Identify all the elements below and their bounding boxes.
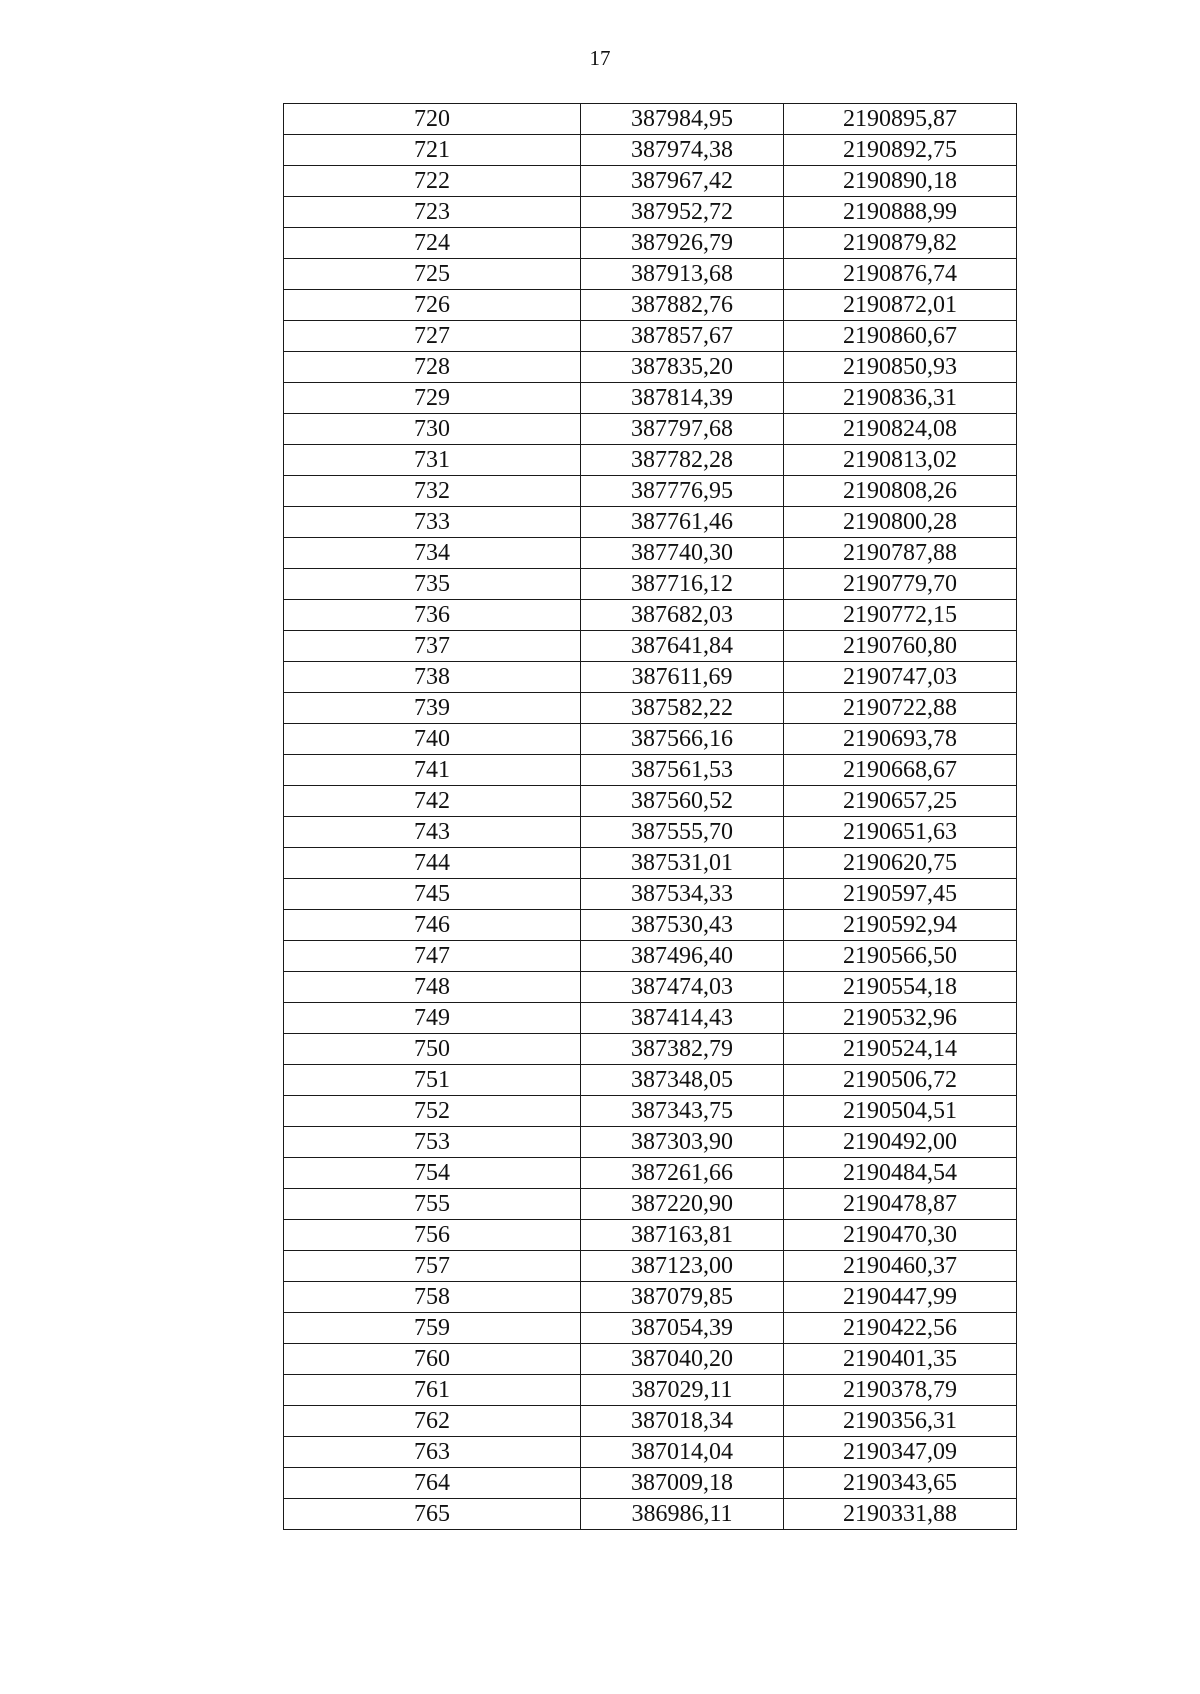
table-row [284, 972, 1017, 1003]
table-row [284, 507, 1017, 538]
point-number-cell: 748 [284, 972, 581, 1003]
point-number-cell: 754 [284, 1158, 581, 1189]
y-coordinate-cell: 2190478,87 [784, 1189, 1017, 1220]
point-number-cell: 753 [284, 1127, 581, 1158]
y-coordinate-cell: 2190504,51 [784, 1096, 1017, 1127]
table-row [284, 1158, 1017, 1189]
x-coordinate-cell: 387018,34 [581, 1406, 784, 1437]
x-coordinate-cell: 387913,68 [581, 259, 784, 290]
table-row [284, 1096, 1017, 1127]
x-coordinate-cell: 387530,43 [581, 910, 784, 941]
y-coordinate-cell: 2190808,26 [784, 476, 1017, 507]
point-number-cell: 742 [284, 786, 581, 817]
point-number-cell: 721 [284, 135, 581, 166]
point-number-cell: 745 [284, 879, 581, 910]
y-coordinate-cell: 2190651,63 [784, 817, 1017, 848]
table-row [284, 910, 1017, 941]
point-number-cell: 763 [284, 1437, 581, 1468]
point-number-cell: 764 [284, 1468, 581, 1499]
point-number-cell: 761 [284, 1375, 581, 1406]
point-number-cell: 760 [284, 1344, 581, 1375]
y-coordinate-cell: 2190876,74 [784, 259, 1017, 290]
point-number-cell: 720 [284, 104, 581, 135]
y-coordinate-cell: 2190554,18 [784, 972, 1017, 1003]
point-number-cell: 738 [284, 662, 581, 693]
table-row [284, 1437, 1017, 1468]
table-row [284, 259, 1017, 290]
x-coordinate-cell: 387496,40 [581, 941, 784, 972]
point-number-cell: 722 [284, 166, 581, 197]
y-coordinate-cell: 2190378,79 [784, 1375, 1017, 1406]
point-number-cell: 735 [284, 569, 581, 600]
point-number-cell: 734 [284, 538, 581, 569]
table-row [284, 476, 1017, 507]
table-row [284, 290, 1017, 321]
table-row [284, 414, 1017, 445]
point-number-cell: 733 [284, 507, 581, 538]
x-coordinate-cell: 387857,67 [581, 321, 784, 352]
x-coordinate-cell: 387348,05 [581, 1065, 784, 1096]
point-number-cell: 739 [284, 693, 581, 724]
x-coordinate-cell: 387531,01 [581, 848, 784, 879]
point-number-cell: 723 [284, 197, 581, 228]
y-coordinate-cell: 2190888,99 [784, 197, 1017, 228]
point-number-cell: 731 [284, 445, 581, 476]
point-number-cell: 736 [284, 600, 581, 631]
x-coordinate-cell: 387611,69 [581, 662, 784, 693]
y-coordinate-cell: 2190597,45 [784, 879, 1017, 910]
y-coordinate-cell: 2190693,78 [784, 724, 1017, 755]
coordinates-table-body [284, 104, 1017, 1530]
x-coordinate-cell: 387343,75 [581, 1096, 784, 1127]
y-coordinate-cell: 2190787,88 [784, 538, 1017, 569]
y-coordinate-cell: 2190657,25 [784, 786, 1017, 817]
y-coordinate-cell: 2190824,08 [784, 414, 1017, 445]
x-coordinate-cell: 387040,20 [581, 1344, 784, 1375]
point-number-cell: 765 [284, 1499, 581, 1530]
table-row [284, 1499, 1017, 1530]
y-coordinate-cell: 2190860,67 [784, 321, 1017, 352]
point-number-cell: 729 [284, 383, 581, 414]
point-number-cell: 728 [284, 352, 581, 383]
table-row [284, 941, 1017, 972]
x-coordinate-cell: 387974,38 [581, 135, 784, 166]
table-row [284, 383, 1017, 414]
y-coordinate-cell: 2190722,88 [784, 693, 1017, 724]
x-coordinate-cell: 387303,90 [581, 1127, 784, 1158]
x-coordinate-cell: 387123,00 [581, 1251, 784, 1282]
y-coordinate-cell: 2190890,18 [784, 166, 1017, 197]
x-coordinate-cell: 387797,68 [581, 414, 784, 445]
point-number-cell: 741 [284, 755, 581, 786]
y-coordinate-cell: 2190401,35 [784, 1344, 1017, 1375]
x-coordinate-cell: 387474,03 [581, 972, 784, 1003]
y-coordinate-cell: 2190422,56 [784, 1313, 1017, 1344]
y-coordinate-cell: 2190524,14 [784, 1034, 1017, 1065]
y-coordinate-cell: 2190356,31 [784, 1406, 1017, 1437]
table-row [284, 228, 1017, 259]
x-coordinate-cell: 387566,16 [581, 724, 784, 755]
table-row [284, 1468, 1017, 1499]
y-coordinate-cell: 2190895,87 [784, 104, 1017, 135]
y-coordinate-cell: 2190668,67 [784, 755, 1017, 786]
table-row [284, 848, 1017, 879]
table-row [284, 352, 1017, 383]
table-row [284, 445, 1017, 476]
table-row [284, 755, 1017, 786]
x-coordinate-cell: 387261,66 [581, 1158, 784, 1189]
point-number-cell: 737 [284, 631, 581, 662]
table-row [284, 538, 1017, 569]
y-coordinate-cell: 2190347,09 [784, 1437, 1017, 1468]
point-number-cell: 751 [284, 1065, 581, 1096]
y-coordinate-cell: 2190813,02 [784, 445, 1017, 476]
y-coordinate-cell: 2190343,65 [784, 1468, 1017, 1499]
point-number-cell: 730 [284, 414, 581, 445]
point-number-cell: 740 [284, 724, 581, 755]
table-row [284, 104, 1017, 135]
y-coordinate-cell: 2190772,15 [784, 600, 1017, 631]
table-row [284, 693, 1017, 724]
x-coordinate-cell: 387967,42 [581, 166, 784, 197]
y-coordinate-cell: 2190460,37 [784, 1251, 1017, 1282]
point-number-cell: 732 [284, 476, 581, 507]
table-row [284, 724, 1017, 755]
y-coordinate-cell: 2190620,75 [784, 848, 1017, 879]
x-coordinate-cell: 387561,53 [581, 755, 784, 786]
x-coordinate-cell: 387926,79 [581, 228, 784, 259]
table-row [284, 786, 1017, 817]
x-coordinate-cell: 387560,52 [581, 786, 784, 817]
point-number-cell: 750 [284, 1034, 581, 1065]
page-number: 17 [589, 46, 611, 70]
table-row [284, 166, 1017, 197]
table-row [284, 1251, 1017, 1282]
table-row [284, 1034, 1017, 1065]
x-coordinate-cell: 387984,95 [581, 104, 784, 135]
point-number-cell: 725 [284, 259, 581, 290]
x-coordinate-cell: 387009,18 [581, 1468, 784, 1499]
point-number-cell: 726 [284, 290, 581, 321]
y-coordinate-cell: 2190892,75 [784, 135, 1017, 166]
y-coordinate-cell: 2190760,80 [784, 631, 1017, 662]
y-coordinate-cell: 2190836,31 [784, 383, 1017, 414]
x-coordinate-cell: 386986,11 [581, 1499, 784, 1530]
x-coordinate-cell: 387029,11 [581, 1375, 784, 1406]
table-row [284, 1344, 1017, 1375]
y-coordinate-cell: 2190800,28 [784, 507, 1017, 538]
table-row [284, 1313, 1017, 1344]
table-row [284, 1003, 1017, 1034]
point-number-cell: 744 [284, 848, 581, 879]
y-coordinate-cell: 2190779,70 [784, 569, 1017, 600]
point-number-cell: 747 [284, 941, 581, 972]
x-coordinate-cell: 387534,33 [581, 879, 784, 910]
table-row [284, 631, 1017, 662]
x-coordinate-cell: 387782,28 [581, 445, 784, 476]
table-row [284, 321, 1017, 352]
point-number-cell: 757 [284, 1251, 581, 1282]
point-number-cell: 752 [284, 1096, 581, 1127]
table-row [284, 662, 1017, 693]
table-row [284, 1375, 1017, 1406]
x-coordinate-cell: 387641,84 [581, 631, 784, 662]
point-number-cell: 759 [284, 1313, 581, 1344]
table-row [284, 197, 1017, 228]
x-coordinate-cell: 387761,46 [581, 507, 784, 538]
x-coordinate-cell: 387414,43 [581, 1003, 784, 1034]
coordinates-table [283, 103, 1017, 1530]
x-coordinate-cell: 387952,72 [581, 197, 784, 228]
y-coordinate-cell: 2190492,00 [784, 1127, 1017, 1158]
table-row [284, 1406, 1017, 1437]
x-coordinate-cell: 387740,30 [581, 538, 784, 569]
table-row [284, 1220, 1017, 1251]
point-number-cell: 746 [284, 910, 581, 941]
x-coordinate-cell: 387382,79 [581, 1034, 784, 1065]
point-number-cell: 743 [284, 817, 581, 848]
x-coordinate-cell: 387882,76 [581, 290, 784, 321]
point-number-cell: 724 [284, 228, 581, 259]
y-coordinate-cell: 2190506,72 [784, 1065, 1017, 1096]
y-coordinate-cell: 2190850,93 [784, 352, 1017, 383]
table-row [284, 569, 1017, 600]
x-coordinate-cell: 387555,70 [581, 817, 784, 848]
point-number-cell: 762 [284, 1406, 581, 1437]
x-coordinate-cell: 387835,20 [581, 352, 784, 383]
y-coordinate-cell: 2190879,82 [784, 228, 1017, 259]
x-coordinate-cell: 387014,04 [581, 1437, 784, 1468]
table-row [284, 817, 1017, 848]
x-coordinate-cell: 387582,22 [581, 693, 784, 724]
x-coordinate-cell: 387814,39 [581, 383, 784, 414]
y-coordinate-cell: 2190872,01 [784, 290, 1017, 321]
x-coordinate-cell: 387776,95 [581, 476, 784, 507]
point-number-cell: 749 [284, 1003, 581, 1034]
y-coordinate-cell: 2190331,88 [784, 1499, 1017, 1530]
y-coordinate-cell: 2190592,94 [784, 910, 1017, 941]
table-row [284, 1282, 1017, 1313]
x-coordinate-cell: 387716,12 [581, 569, 784, 600]
table-row [284, 1189, 1017, 1220]
table-row [284, 1065, 1017, 1096]
table-row [284, 879, 1017, 910]
table-row [284, 600, 1017, 631]
x-coordinate-cell: 387163,81 [581, 1220, 784, 1251]
y-coordinate-cell: 2190447,99 [784, 1282, 1017, 1313]
y-coordinate-cell: 2190470,30 [784, 1220, 1017, 1251]
x-coordinate-cell: 387054,39 [581, 1313, 784, 1344]
x-coordinate-cell: 387220,90 [581, 1189, 784, 1220]
table-row [284, 135, 1017, 166]
x-coordinate-cell: 387682,03 [581, 600, 784, 631]
point-number-cell: 727 [284, 321, 581, 352]
y-coordinate-cell: 2190747,03 [784, 662, 1017, 693]
point-number-cell: 756 [284, 1220, 581, 1251]
y-coordinate-cell: 2190532,96 [784, 1003, 1017, 1034]
x-coordinate-cell: 387079,85 [581, 1282, 784, 1313]
point-number-cell: 755 [284, 1189, 581, 1220]
y-coordinate-cell: 2190484,54 [784, 1158, 1017, 1189]
point-number-cell: 758 [284, 1282, 581, 1313]
y-coordinate-cell: 2190566,50 [784, 941, 1017, 972]
table-row [284, 1127, 1017, 1158]
